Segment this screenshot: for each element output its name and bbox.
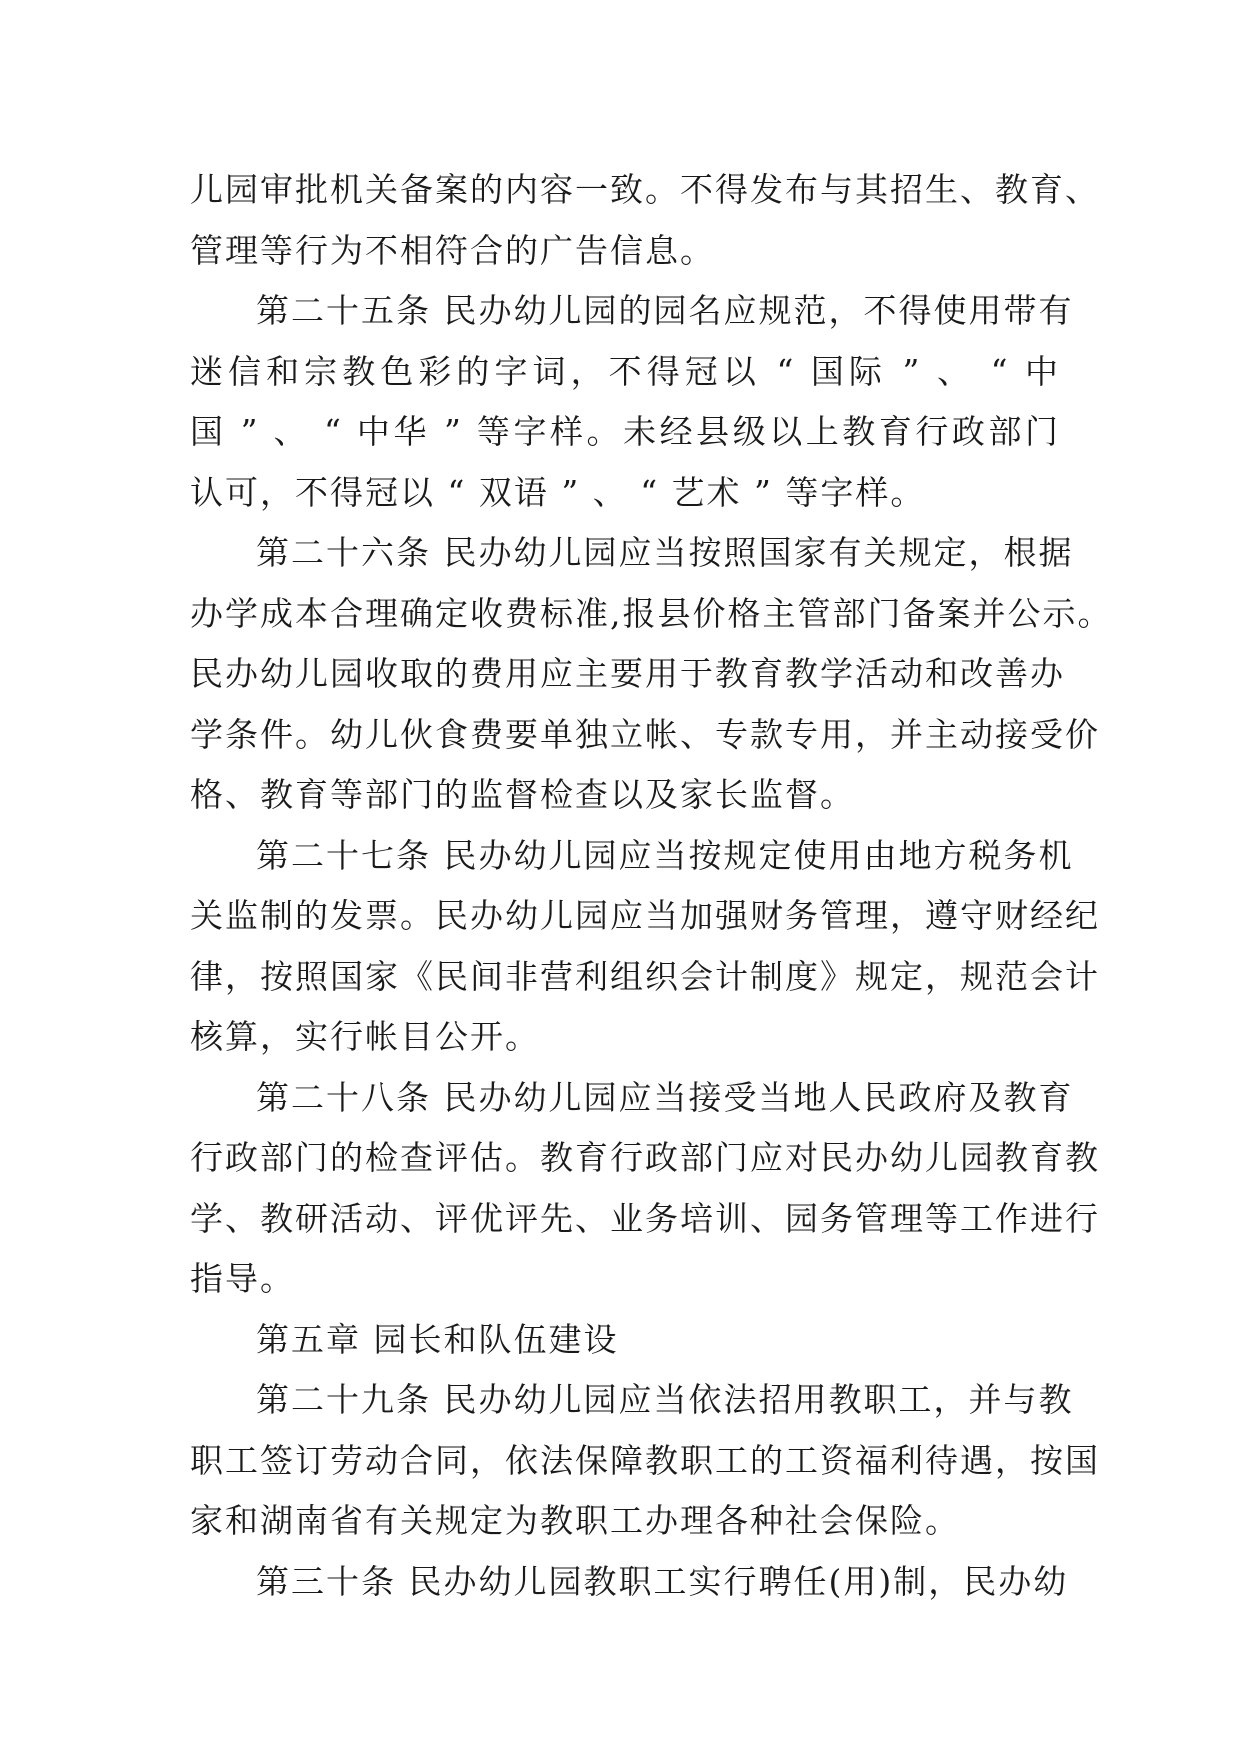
- text-line: 第二十六条 民办幼儿园应当按照国家有关规定，根据: [256, 533, 1074, 572]
- text-line: 第三十条 民办幼儿园教职工实行聘任(用)制，民办幼: [256, 1561, 1069, 1601]
- text-line: 第二十九条 民办幼儿园应当依法招用教职工，并与教: [256, 1380, 1074, 1419]
- text-line: 家和湖南省有关规定为教职工办理各种社会保险。: [190, 1501, 960, 1540]
- text-line: 格、教育等部门的监督检查以及家长监督。: [190, 775, 855, 814]
- text-line: 认可，不得冠以 “ 双语 ” 、 “ 艺术 ” 等字样。: [190, 472, 926, 512]
- text-line: 律，按照国家《民间非营利组织会计制度》规定，规范会计: [190, 956, 1100, 996]
- text-line: 办学成本合理确定收费标准,报县价格主管部门备案并公示。: [190, 593, 1113, 633]
- text-line: 行政部门的检查评估。教育行政部门应对民办幼儿园教育教: [190, 1138, 1100, 1177]
- text-line: 第二十七条 民办幼儿园应当按规定使用由地方税务机: [256, 835, 1074, 875]
- document-body: [190, 160, 1113, 1612]
- text-line: 第二十五条 民办幼儿园的园名应规范，不得使用带有: [256, 291, 1074, 330]
- text-line: 迷信和宗教色彩的字词，不得冠以 “ 国际 ” 、 “ 中: [190, 351, 1060, 391]
- text-line: 第二十八条 民办幼儿园应当接受当地人民政府及教育: [256, 1077, 1074, 1117]
- text-line: 学条件。幼儿伙食费要单独立帐、专款专用，并主动接受价: [190, 714, 1100, 754]
- text-line: 职工签订劳动合同，依法保障教职工的工资福利待遇，按国: [190, 1440, 1100, 1480]
- text-line: 管理等行为不相符合的广告信息。: [190, 230, 715, 270]
- text-line: 关监制的发票。民办幼儿园应当加强财务管理，遵守财经纪: [190, 896, 1100, 935]
- text-line: 学、教研活动、评优评先、业务培训、园务管理等工作进行: [190, 1198, 1100, 1238]
- text-line: 指导。: [190, 1259, 295, 1298]
- text-line: 儿园审批机关备案的内容一致。不得发布与其招生、教育、: [190, 170, 1100, 209]
- text-line: 第五章 园长和队伍建设: [256, 1319, 619, 1359]
- text-line: 核算，实行帐目公开。: [190, 1017, 540, 1056]
- text-line: 民办幼儿园收取的费用应主要用于教育教学活动和改善办: [190, 654, 1065, 693]
- text-line: 国 ” 、 “ 中华 ” 等字样。未经县级以上教育行政部门: [190, 412, 1060, 451]
